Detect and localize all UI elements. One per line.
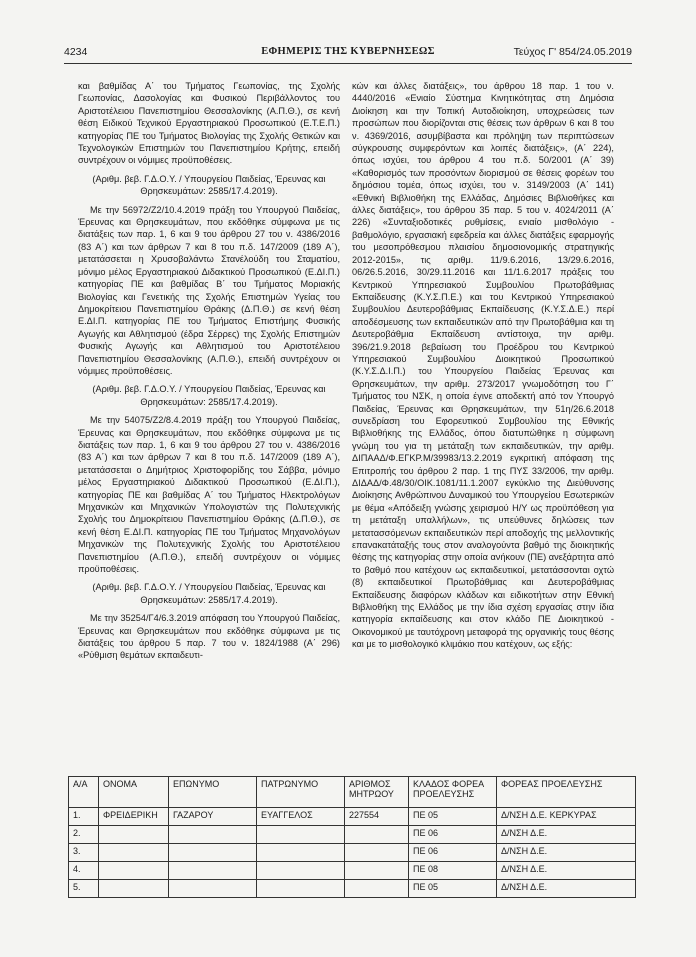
paragraph: Με την 54075/Ζ2/8.4.2019 πράξη του Υπουργού Παιδείας, Έρευνας και Θρησκευμάτων, που εκδόθηκε σύμφωνα με τις διατάξεις των παρ. 1, 6 και 9 του άρθρου 27 του ν. 4386/2016 (83 Α΄) και των άρθρων 7 και 8 του π.δ. 147/2009 (189 Α΄), μετατάσσεται ο Δημήτριος Χριστοφορίδης του Σάββα, μόνιμο μέλος Εργαστηριακού Διδακτικού Προσωπικού (Ε.ΔΙ.Π.), κατηγορίας ΠΕ και βαθμίδας Α΄ του Τμήματος Ηλεκτρολόγων Μηχανικών και Μηχανικών Υπολογιστών της Πολυτεχνικής Σχολής του Δημοκρίτειου Πανεπιστημίου Θράκης (Δ.Π.Θ.), σε κενή θέση Ε.ΔΙ.Π. κατηγορίας ΠΕ του Τμήματος Μηχανολόγων Μηχανικών της Πολυτεχνικής Σχολής του Αριστοτέλειου Πανεπιστημίου (Α.Π.Θ.), επειδή συντρέχουν οι νόμιμες προϋποθέσεις. [78, 415, 340, 575]
page-number: 4234 [64, 46, 88, 58]
table-cell [345, 862, 409, 880]
table-cell: Δ/ΝΣΗ Δ.Ε. [497, 826, 636, 844]
table-row [69, 880, 636, 898]
paragraph: (Αριθμ. βεβ. Γ.Δ.Ο.Υ. / Υπουργείου Παιδείας, Έρευνας και Θρησκευμάτων: 2585/17.4.2019). [92, 384, 326, 407]
column-header: ΑΡΙΘΜΟΣ ΜΗΤΡΩΟΥ [345, 777, 409, 808]
paragraph: Με την 56972/Ζ2/10.4.2019 πράξη του Υπουργού Παιδείας, Έρευνας και Θρησκευμάτων, που εκδόθηκε σύμφωνα με τις διατάξεις των παρ. 1, 6 και 9 του άρθρου 27 του ν. 4386/2016 (83 Α΄) και των άρθρων 7 και 8 του π.δ. 147/2009 (189 Α΄), μετατάσσεται η Χρυσοβαλάντω Στανέλούδη του Σταματίου, μόνιμο μέλος Εργαστηριακού Διδακτικού Προσωπικού (Ε.ΔΙ.Π.) κατηγορίας ΠΕ και βαθμίδας Β΄ του Τμήματος Μοριακής Βιολογίας και Γενετικής της Σχολής Επιστημών Υγείας του Δημοκρίτειου Πανεπιστημίου Θράκης (Δ.Π.Θ.) σε κενή θέση Ε.ΔΙ.Π. κατηγορίας ΠΕ του Τμήματος Επιστήμης Φυσικής Αγωγής και Αθλητισμού (έδρα Σέρρες) της Σχολής Επιστημών Φυσικής Αγωγής και Αθλητισμού του Αριστοτέλειου Πανεπιστημίου Θεσσαλονίκης (Α.Π.Θ.), επειδή συντρέχουν οι νόμιμες προϋποθέσεις. [78, 204, 340, 376]
table-header-row [69, 777, 636, 808]
table-cell [99, 826, 169, 844]
column-header: Α/Α [69, 777, 99, 808]
paragraph: Με την 35254/Γ4/6.3.2019 απόφαση του Υπουργού Παιδείας, Έρευνας και Θρησκευμάτων που εκδόθηκε σύμφωνα με τις διατάξεις του άρθρου 5 παρ. 7 του ν. 1824/1988 (Α΄ 296) «Ρύθμιση θεμάτων εκπαιδευτι- [78, 613, 340, 661]
table-cell: ΕΥΑΓΓΕΛΟΣ [257, 808, 345, 826]
table-cell: ΠΕ 06 [409, 844, 497, 862]
table-cell [169, 880, 257, 898]
column-header: ΠΑΤΡΩΝΥΜΟ [257, 777, 345, 808]
table-row [69, 862, 636, 880]
table-cell: Δ/ΝΣΗ Δ.Ε. [497, 862, 636, 880]
table-cell [257, 880, 345, 898]
table-cell [169, 844, 257, 862]
paragraph: (Αριθμ. βεβ. Γ.Δ.Ο.Υ. / Υπουργείου Παιδείας, Έρευνας και Θρησκευμάτων: 2585/17.4.2019). [92, 173, 326, 197]
table-cell [257, 844, 345, 862]
table-cell: 227554 [345, 808, 409, 826]
table-cell [99, 880, 169, 898]
table-cell [169, 862, 257, 880]
table-row [69, 808, 636, 826]
table-cell: ΓΑΖΑΡΟΥ [169, 808, 257, 826]
paragraph: κών και άλλες διατάξεις», του άρθρου 18 παρ. 1 του ν. 4440/2016 «Ενιαίο Σύστημα Κινητικότητας στη Δημόσια Διοίκηση και την Τοπική Αυτοδιοίκηση, υποχρεώσεις των προσώπων που διορίζονται στις θέσεις των άρθρων 6 και 8 του ν. 4369/2016, ασυμβίβαστα και πρόληψη των περιπτώσεων σύγκρουσης συμφερόντων και λοιπές διατάξεις», (Α΄ 224), όπως ισχύει, του άρθρου 4 του π.δ. 50/2001 (Α΄ 39) «Καθορισμός των προσόντων διορισμού σε θέσεις φορέων του δημόσιου τομέα, όπως ισχύει, του ν. 3149/2003 (Α΄ 141) «Εθνική Βιβλιοθήκη της Ελλάδας, Δημόσιες Βιβλιοθήκες και άλλες διατάξεις», του άρθρου 35 παρ. 5 του ν. 4024/2011 (Α΄ 226) «Συνταξιοδοτικές ρυθμίσεις, ενιαίο μισθολόγιο - βαθμολόγιο, εργασιακή εφεδρεία και άλλες διατάξεις εφαρμογής του μεσοπρόθεσμου πλαισίου δημοσιονομικής στρατηγικής 2012-2015», τις αριθμ. 11/9.6.2016, 13/29.6.2016, 06/26.5.2016, 30/29.11.2016 και 11/1.6.2017 πράξεις του Κεντρικού Υπηρεσιακού Συμβουλίου Πρωτοβάθμιας Εκπαίδευσης (Κ.Υ.Σ.Π.Ε.) και του Κεντρικού Υπηρεσιακού Συμβουλίου Δευτεροβάθμιας Εκπαίδευσης (Κ.Υ.Σ.Δ.Ε.) περί αποδέσμευσης των εκπαιδευτικών από την Πρωτοβάθμια και τη Δευτεροβάθμια Εκπαίδευση αντίστοιχα, την αριθμ. 396/21.9.2018 βεβαίωση του Προέδρου του Κεντρικού Υπηρεσιακού Συμβουλίου Διοικητικού Προσωπικού (Κ.Υ.Σ.Δ.Ι.Π.) του Υπουργείου Παιδείας Έρευνας και Θρησκευμάτων, την αριθμ. 273/2017 γνωμοδότηση του Γ΄ Τμήματος του ΝΣΚ, η οποία έγινε αποδεκτή από τον Υπουργό Παιδείας, Έρευνας και Θρησκευμάτων, την 51η/26.6.2018 συνεδρίαση του Εφορευτικού Συμβουλίου της Εθνικής Βιβλιοθήκης της Ελλάδος, όπου διατυπώθηκε η σύμφωνη γνώμη του για τη μετάταξη των εκπαιδευτικών, την αριθμ. ΔΙΠΑΑΔ/Φ.ΕΓΚΡ.Μ/39983/13.2.2019 εγκριτική απόφαση της Επιτροπής του άρθρου 2 παρ. 1 της ΠΥΣ 33/2006, την αριθμ. ΔΙΔΑΔ/Φ.48/30/ΟΙΚ.1081/11.1.2007 εγκύκλιο της Διεύθυνσης Διοίκησης Ανθρώπινου Δυναμικού του Υπουργείου Εσωτερικών με θέμα «Απόδειξη γνώσης χειρισμού Η/Υ ως προϋπόθεση για τη μετάταξη υπαλλήλων», τις υπεύθυνες δηλώσεις των μετατασσόμενων εκπαιδευτικών περί αποδοχής της μελλοντικής επανακατάταξής τους στον αναλογούντα βαθμό της διοικητικής θέσης της κατηγορίας στην οποία ανήκουν (ΠΕ) ανεξάρτητα από το βαθμό που κατέχουν ως εκπαιδευτικοί, μετατάσσονται οχτώ (8) εκπαιδευτικοί Πρωτοβάθμιας και Δευτεροβάθμιας Εκπαίδευσης διαφόρων κλάδων και ειδικοτήτων στην Εθνική Βιβλιοθήκη της Ελλάδος με την ίδια σχέση εργασίας στην ίδια κατηγορία εκπαίδευσης και στον κλάδο ΠΕ Διοικητικού - Οικονομικού με ταυτόχρονη μεταφορά της οργανικής τους θέσης και με το μισθολογικό κλιμάκιο που κατέχουν, ως εξής: [352, 81, 614, 650]
table-cell: Δ/ΝΣΗ Δ.Ε. ΚΕΡΚΥΡΑΣ [497, 808, 636, 826]
table-cell: ΠΕ 05 [409, 880, 497, 898]
table-cell: 1. [69, 808, 99, 826]
table-cell [345, 844, 409, 862]
table-cell [169, 826, 257, 844]
table-cell: 3. [69, 844, 99, 862]
header-rule [64, 63, 632, 64]
table-cell [99, 862, 169, 880]
table-cell [257, 862, 345, 880]
table-cell: ΦΡΕΙΔΕΡΙΚΗ [99, 808, 169, 826]
table-cell: ΠΕ 05 [409, 808, 497, 826]
table-body [69, 808, 636, 898]
column-header: ΕΠΩΝΥΜΟ [169, 777, 257, 808]
table-cell: ΠΕ 08 [409, 862, 497, 880]
table-cell: Δ/ΝΣΗ Δ.Ε. [497, 880, 636, 898]
column-header: ΟΝΟΜΑ [99, 777, 169, 808]
table-cell: 5. [69, 880, 99, 898]
table-cell [345, 826, 409, 844]
table-cell [345, 880, 409, 898]
table-cell [99, 844, 169, 862]
right-column [352, 80, 614, 657]
table-row [69, 844, 636, 862]
issue-number: Τεύχος Γ' 854/24.05.2019 [513, 46, 632, 58]
paragraph: και βαθμίδας Α΄ του Τμήματος Γεωπονίας, της Σχολής Γεωπονίας, Δασολογίας και Φυσικού Περιβάλλοντος του Αριστοτέλειου Πανεπιστημίου Θεσσαλονίκης (Α.Π.Θ.), σε κενή θέση Ειδικού Τεχνικού Εργαστηριακού Προσωπικού (Ε.Τ.Ε.Π.) κατηγορίας ΠΕ του Τμήματος Βιολογίας της Σχολής Θετικών και Τεχνολογικών Επιστημών του Πανεπιστημίου Κρήτης, επειδή συντρέχουν οι νόμιμες προϋποθέσεις. [78, 81, 340, 166]
table-cell: ΠΕ 06 [409, 826, 497, 844]
table-cell: 4. [69, 862, 99, 880]
column-header: ΦΟΡΕΑΣ ΠΡΟΕΛΕΥΣΗΣ [497, 777, 636, 808]
paragraph: (Αριθμ. βεβ. Γ.Δ.Ο.Υ. / Υπουργείου Παιδείας, Έρευνας και Θρησκευμάτων: 2585/17.4.2019). [92, 582, 326, 605]
table-cell: 2. [69, 826, 99, 844]
transfer-table [68, 776, 636, 898]
page-header [64, 46, 632, 62]
table-cell [257, 826, 345, 844]
gazette-title: ΕΦΗΜΕΡΙΣ ΤΗΣ ΚΥΒΕΡΝΗΣΕΩΣ [261, 46, 435, 57]
table-row [69, 826, 636, 844]
column-header: ΚΛΑΔΟΣ ΦΟΡΕΑ ΠΡΟΕΛΕΥΣΗΣ [409, 777, 497, 808]
table-cell: Δ/ΝΣΗ Δ.Ε. [497, 844, 636, 862]
left-column [78, 80, 340, 668]
